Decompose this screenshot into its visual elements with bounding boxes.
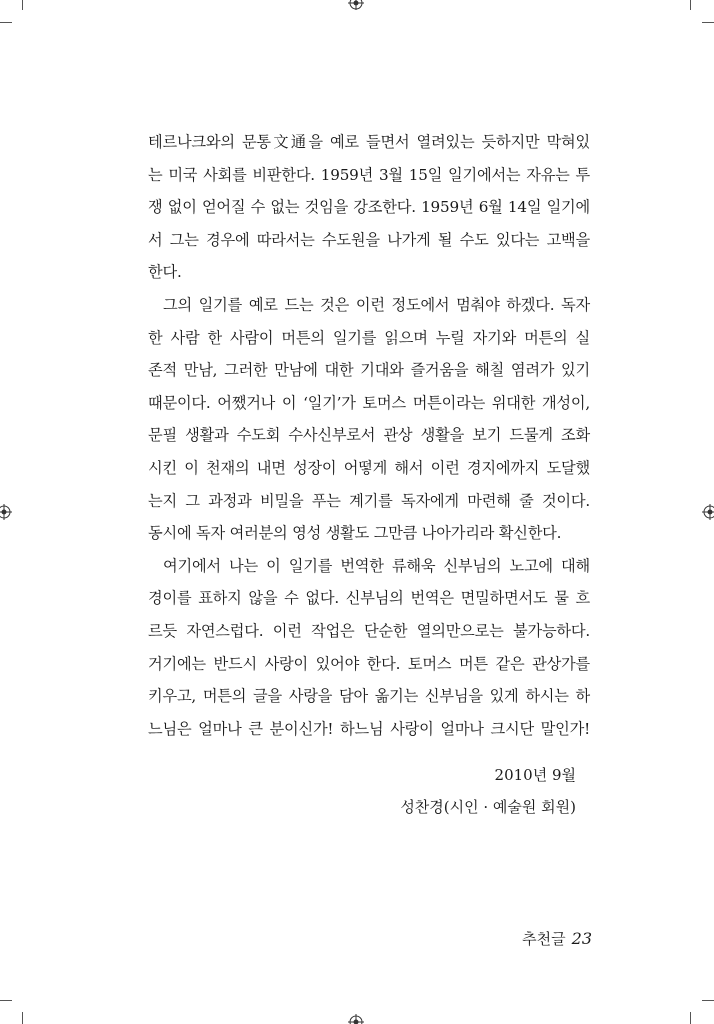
text-line: 그의 일기를 예로 드는 것은 이런 정도에서 멈춰야 하겠다. 독자 xyxy=(163,295,590,314)
crop-mark-top-right-vertical xyxy=(690,0,691,10)
text-line: 문필 생활과 수도회 수사신부로서 관상 생활을 보기 드물게 조화 xyxy=(148,426,590,445)
crop-mark-bottom-left xyxy=(0,1000,12,1001)
registration-mark-left-icon xyxy=(0,501,12,523)
crop-mark-bottom-left-vertical xyxy=(22,1012,23,1024)
page-number: 23 xyxy=(571,929,592,948)
text-line: 경이를 표하지 않을 수 없다. 신부님의 번역은 면밀하면서도 물 흐 xyxy=(148,589,590,608)
text-line: 테르나크와의 문통文通을 예로 들면서 열려있는 듯하지만 막혀있 xyxy=(148,133,590,151)
crop-mark-top-left-vertical xyxy=(22,0,23,10)
signature-author: 성찬경(시인 · 예술원 회원) xyxy=(400,798,576,816)
text-line: 르듯 자연스럽다. 이런 작업은 단순한 열의만으로는 불가능하다. xyxy=(148,621,590,640)
text-line: 한 사람 한 사람이 머튼의 일기를 읽으며 누릴 자기와 머튼의 실 xyxy=(148,328,590,347)
text-line: 한다. xyxy=(148,263,182,282)
text-line: 여기에서 나는 이 일기를 번역한 류해욱 신부님의 노고에 대해 xyxy=(163,556,590,575)
signature-date: 2010년 9월 xyxy=(494,766,576,784)
text-line: 키우고, 머튼의 글을 사랑을 담아 옮기는 신부님을 있게 하시는 하 xyxy=(148,687,590,706)
page-footer xyxy=(522,928,592,949)
text-line: 는지 그 과정과 비밀을 푸는 계기를 독자에게 마련해 줄 것이다. xyxy=(148,491,590,510)
text-line: 쟁 없이 얻어질 수 없는 것임을 강조한다. 1959년 6월 14일 일기에 xyxy=(148,198,590,217)
registration-mark-bottom-icon xyxy=(345,1012,367,1024)
text-line: 서 그는 경우에 따라서는 수도원을 나가게 될 수도 있다는 고백을 xyxy=(148,230,590,249)
crop-mark-top-left xyxy=(0,22,12,23)
text-line: 존적 만남, 그러한 만남에 대한 기대와 즐거움을 해칠 염려가 있기 xyxy=(148,361,590,380)
registration-mark-right-icon xyxy=(702,501,714,523)
text-line: 는 미국 사회를 비판한다. 1959년 3월 15일 일기에서는 자유는 투 xyxy=(148,165,590,184)
text-line: 동시에 독자 여러분의 영성 생활도 그만큼 나아가리라 확신한다. xyxy=(148,524,562,543)
crop-mark-top-right xyxy=(702,22,714,23)
text-line: 느님은 얼마나 큰 분이신가! 하느님 사랑이 얼마나 크시단 말인가! xyxy=(148,719,590,738)
text-line: 시킨 이 천재의 내면 성장이 어떻게 해서 이런 경지에까지 도달했 xyxy=(148,458,590,477)
crop-mark-bottom-right-vertical xyxy=(690,1012,691,1024)
body-text xyxy=(148,126,590,745)
section-title: 추천글 xyxy=(522,930,566,948)
registration-mark-top-icon xyxy=(345,0,367,14)
text-line: 때문이다. 어쨌거나 이 ‘일기’가 토머스 머튼이라는 위대한 개성이, xyxy=(148,393,590,412)
crop-mark-bottom-right xyxy=(702,1000,714,1001)
text-line: 거기에는 반드시 사랑이 있어야 한다. 토머스 머튼 같은 관상가를 xyxy=(148,654,590,673)
